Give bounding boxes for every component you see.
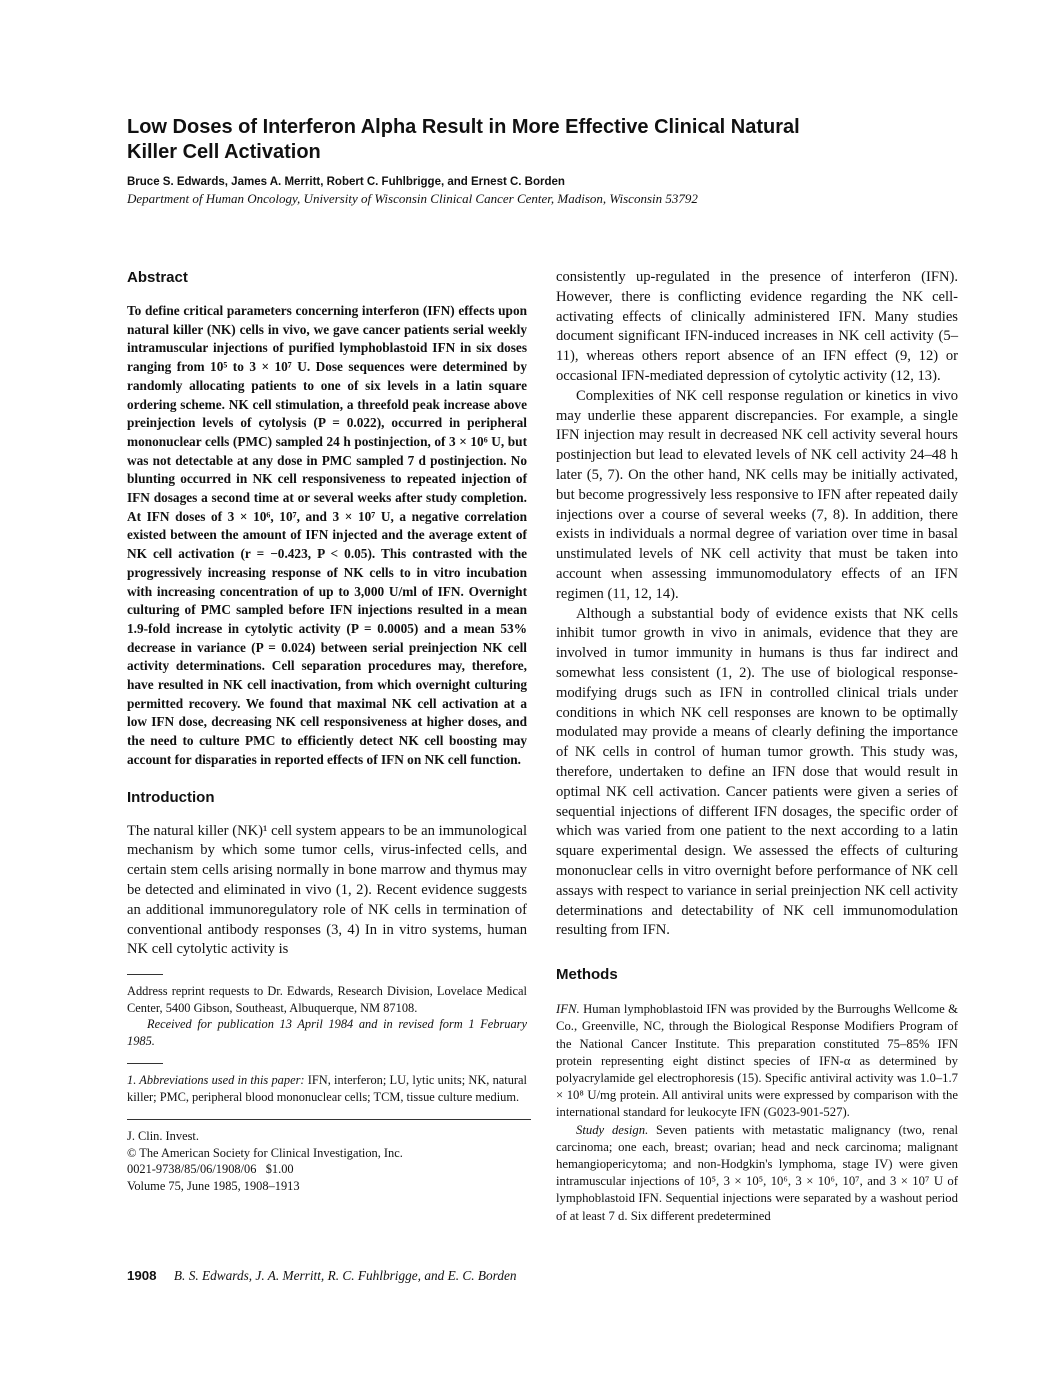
- reprint-address-note: Address reprint requests to Dr. Edwards, Research Division, Lovelace Medical Center, 5400 Gibson, Southeast, Albuquerque, NM 87108.: [127, 984, 527, 1015]
- intro-paragraph-3: Although a substantial body of evidence exists that NK cells inhibit tumor growth in vivo in animals, evidence that they are involved in tumor immunity in humans is thus far indirect and somewhat less consistent (1, 2). The use of biological response-modifying drugs such as IFN in controlled clinical trials under conditions in which NK cell responses are known to be optimally modulated may provide a means of clearly defining the importance of NK cells in control of human tumor growth. This study was, therefore, undertaken to define an IFN dose that would result in optimal NK cell activation. Cancer patients were given a series of sequential injections of different IFN dosages, the specific order of which was varied from one patient to the next according to a latin square experimental design. We assessed the effects of culturing mononuclear cells in vitro overnight before performance of NK cell assays with respect to variance in serial preinjection NK cell activity determinations and detectability of NK cell immunomodulation resulting from IFN.: [556, 605, 958, 939]
- abbreviations-text: IFN, interferon; LU, lytic units; NK, natural killer; PMC, peripheral blood mononuclear cells; TCM, tissue culture medium.: [127, 1073, 527, 1104]
- abbreviations-note: [127, 1072, 527, 1105]
- issn-price: 0021-9738/85/06/1908/06 $1.00: [127, 1162, 294, 1177]
- methods-design-lead: Study design.: [576, 1122, 649, 1137]
- author-list: Bruce S. Edwards, James A. Merritt, Robert C. Fuhlbrigge, and Ernest C. Borden: [127, 176, 565, 188]
- methods-ifn-text: Human lymphoblastoid IFN was provided by the Burroughs Wellcome & Co., Greenville, NC, through the Biological Response Modifiers Program of the National Cancer Institute. This preparation constituted 75–85% IFN protein representing eight distinct species of IFN-α as determined by polyacrylamide gel electrophoresis (15). Specific antiviral activity was 1.0–1.7 × 10⁸ U/mg protein. All antiviral units were expressed by comparison with the international standard for leukocyte IFN (G023-901-527).: [556, 1002, 958, 1120]
- footnote-divider-2: [127, 1063, 163, 1064]
- journal-name: J. Clin. Invest.: [127, 1129, 199, 1144]
- left-column: [127, 268, 527, 1194]
- volume-pages: Volume 75, June 1985, 1908–1913: [127, 1178, 300, 1193]
- abstract-heading: Abstract: [127, 269, 188, 286]
- abstract-text: To define critical parameters concerning interferon (IFN) effects upon natural killer (NK) cells in vivo, we gave cancer patients serial weekly intramuscular injections of purified lymphoblastoid IFN in six doses ranging from 10⁵ to 3 × 10⁷ U. Dose sequences were determined by randomly allocating patients to one of six levels in a latin square ordering scheme. NK cell stimulation, a threefold peak increase above preinjection levels of cytolysis (P = 0.022), occurred in peripheral mononuclear cells (PMC) sampled 24 h postinjection, of 3 × 10⁶ U, but was not detectable at any dose in PMC sampled 7 d postinjection. No blunting occurred in NK cell responsiveness to repeated injection of IFN dosages a second time at or several weeks after study completion. At IFN doses of 3 × 10⁶, 10⁷, and 3 × 10⁷ U, a negative correlation existed between the amount of IFN injected and the average extent of NK cell activation (r = −0.423, P < 0.05). This contrasted with the progressively increasing response of NK cells to in vitro incubation with increasing concentration of up to 3,000 U/ml of IFN. Overnight culturing of PMC sampled before IFN injections resulted in a mean 1.9-fold increase in cytolytic activity (P = 0.0005) and a mean 53% decrease in variance (P = 0.024) between serial preinjection NK cell activity determinations. Cell separation procedures may, therefore, have resulted in NK cell inactivation, from which overnight culturing permitted recovery. We found that maximal NK cell activation at a low IFN dose, decreasing NK cell responsiveness at higher doses, and the need to culture PMC to efficiently detect NK cell boosting may account for disparaties in reported effects of IFN on NK cell function.: [127, 303, 527, 767]
- abbreviations-lead: 1. Abbreviations used in this paper:: [127, 1073, 305, 1088]
- page-number: 1908: [127, 1268, 157, 1283]
- methods-design-paragraph: [556, 1122, 958, 1225]
- intro-paragraph-2: Complexities of NK cell response regulation or kinetics in vivo may underlie these apparent discrepancies. For example, a single IFN injection may result in decreased NK cell activity several hours postinjection but lead to elevated levels of NK cell activity 24–48 h later (5, 7). On the other hand, NK cells may be initially activated, but become progressively less responsive to IFN after repeated daily injections over a course of several weeks (7, 8). In addition, there exists in individuals a normal degree of variation over time in basal unstimulated levels of NK cell activity that must be taken into account when assessing immunomodulatory effects of an IFN regimen (11, 12, 14).: [556, 387, 958, 602]
- methods-design-text: Seven patients with metastatic malignancy (two, renal carcinoma; one each, breast; ovarian; head and neck carcinoma; malignant hemangiopericytoma; and non-Hodgkin's lymphoma, stage IV) were given intramuscular injections of 10⁵, 3 × 10⁵, 10⁶, 3 × 10⁶, 10⁷, and 3 × 10⁷ U of lymphoblastoid IFN. Sequential injections were separated by a washout period of at least 7 d. Six different predetermined: [556, 1122, 958, 1223]
- affiliation: Department of Human Oncology, University of Wisconsin Clinical Cancer Center, Madison, Wisconsin 53792: [127, 191, 698, 206]
- copyright-line: © The American Society for Clinical Investigation, Inc.: [127, 1145, 403, 1160]
- intro-paragraph-1: The natural killer (NK)¹ cell system appears to be an immunological mechanism by which some tumor cells, virus-infected cells, and certain stem cells arising normally in bone marrow and thymus may be detected and eliminated in vivo (1, 2). Recent evidence suggests an additional immunoregulatory role of NK cells in termination of conventional antibody responses (3, 4) In in vitro systems, human NK cell cytolytic activity is: [127, 822, 527, 958]
- methods-ifn-paragraph: [556, 1001, 958, 1121]
- article-title: Low Doses of Interferon Alpha Result in More Effective Clinical Natural Killer Cell Activation: [127, 116, 800, 163]
- right-column: [556, 268, 958, 1225]
- footnote-divider: [127, 974, 163, 975]
- intro-paragraph-1-continued: consistently up-regulated in the presence of interferon (IFN). However, there is conflicting evidence regarding the NK cell-activating effects of clinically administered IFN. Many studies document significant IFN-induced increases in NK cell activity (5–11), whereas others report absence of an IFN effect (9, 12) or occasional IFN-mediated depression of cytolytic activity (12, 13).: [556, 269, 958, 384]
- page-footer: [127, 1267, 517, 1285]
- methods-ifn-lead: IFN.: [556, 1002, 580, 1017]
- introduction-heading: Introduction: [127, 788, 215, 806]
- received-date-note: Received for publication 13 April 1984 and in revised form 1 February 1985.: [127, 1017, 527, 1048]
- methods-heading: Methods: [556, 966, 618, 984]
- journal-info-divider: [127, 1119, 531, 1120]
- running-footer-authors: B. S. Edwards, J. A. Merritt, R. C. Fuhlbrigge, and E. C. Borden: [173, 1268, 517, 1283]
